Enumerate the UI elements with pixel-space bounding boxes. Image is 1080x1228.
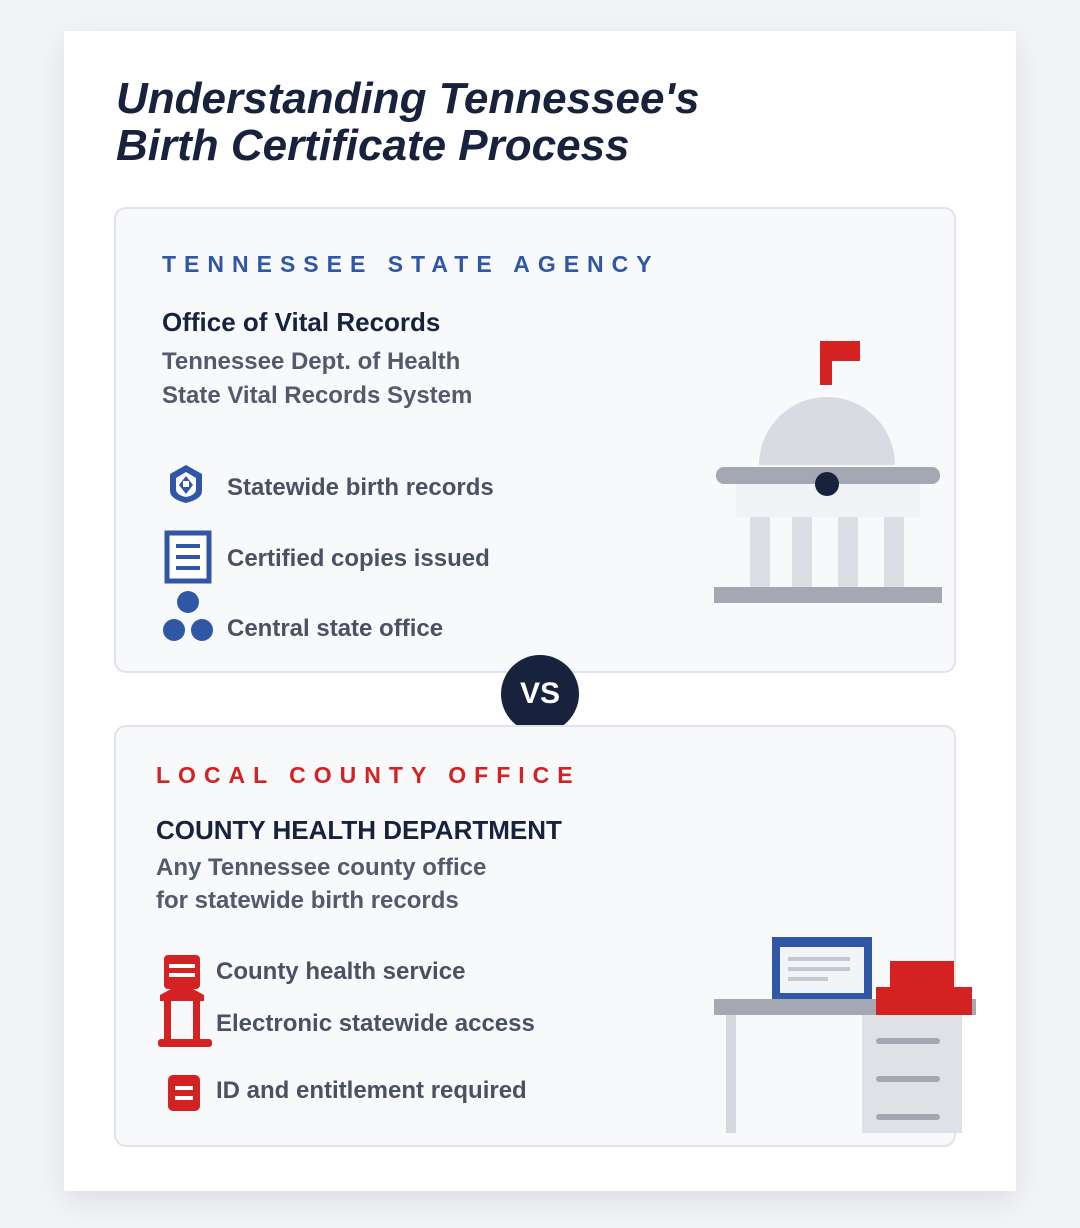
county-subtitle-line-2: for statewide birth records [156, 887, 459, 914]
people-icon [162, 590, 214, 644]
state-feature-1: Statewide birth records [227, 474, 494, 501]
capitol-building-icon [714, 339, 944, 605]
county-heading: COUNTY HEALTH DEPARTMENT [156, 815, 562, 845]
shield-icon [166, 464, 206, 504]
main-title-line-1: Understanding Tennessee's [116, 74, 700, 123]
county-feature-2: Electronic statewide access [216, 1010, 535, 1037]
main-title-line-2: Birth Certificate Process [116, 121, 630, 170]
state-subtitle-line-2: State Vital Records System [162, 382, 473, 409]
kiosk-icon [156, 953, 214, 1049]
county-office-panel [114, 725, 956, 1147]
document-icon [164, 530, 212, 584]
state-subtitle-line-1: Tennessee Dept. of Health [162, 348, 461, 375]
state-feature-2: Certified copies issued [227, 545, 490, 572]
state-eyebrow: TENNESSEE STATE AGENCY [162, 251, 660, 277]
county-eyebrow: LOCAL COUNTY OFFICE [156, 762, 581, 788]
county-subtitle-line-1: Any Tennessee county office [156, 854, 487, 881]
office-desk-icon [714, 935, 978, 1135]
state-agency-panel [114, 207, 956, 673]
infographic-card [64, 31, 1016, 1191]
vs-badge: VS [501, 655, 579, 733]
main-title [116, 75, 699, 169]
id-card-icon [166, 1073, 202, 1113]
county-feature-3: ID and entitlement required [216, 1077, 527, 1104]
state-heading: Office of Vital Records [162, 307, 441, 337]
county-feature-1: County health service [216, 958, 466, 985]
state-feature-3: Central state office [227, 615, 444, 642]
